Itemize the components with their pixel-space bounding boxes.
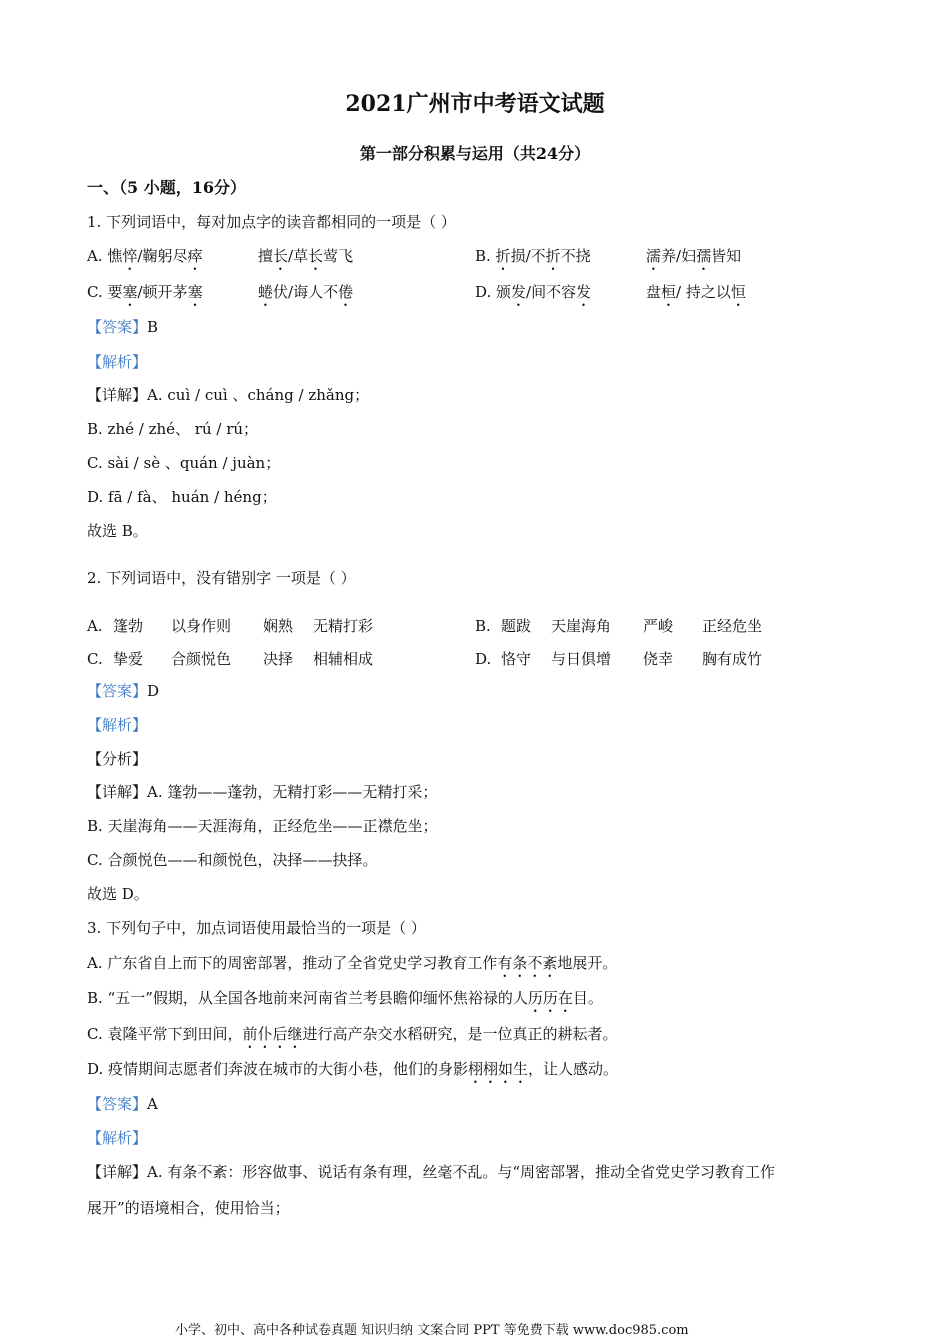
q1-answer: 【答案】B xyxy=(87,318,159,336)
section-heading: 一、（5 小题，16分） xyxy=(87,178,246,197)
q2-detail-a: 【详解】A. 篷勃——蓬勃，无精打彩——无精打采； xyxy=(87,783,438,801)
q2-option-c-w3: 决择 xyxy=(263,650,294,668)
page-title: 2021广州市中考语文试题 xyxy=(345,91,605,117)
q2-option-d-letter: D. xyxy=(475,650,492,668)
q2-option-b-w1: 题跋 xyxy=(501,617,532,635)
question-3-stem: 3. 下列句子中，加点词语使用最恰当的一项是（ ） xyxy=(87,919,426,937)
q2-detail-c: C. 合颜悦色——和颜悦色，决择——抉择。 xyxy=(87,851,378,869)
q2-option-c-w2: 合颜悦色 xyxy=(171,650,232,668)
q2-option-a-w1: 篷勃 xyxy=(113,617,144,635)
q3-detail-line2: 展开”的语境相合，使用恰当； xyxy=(87,1199,290,1217)
q2-option-d-w4: 胸有成竹 xyxy=(702,650,763,668)
q3-option-c: C. 袁隆平常下到田间，前仆后继进行高产杂交水稻研究，是一位真正的耕耘者。 xyxy=(87,1025,618,1043)
q2-option-c-letter: C. xyxy=(87,650,103,668)
question-2-stem: 2. 下列词语中，没有错别字 一项是（ ） xyxy=(87,569,356,587)
q2-option-c-w4: 相辅相成 xyxy=(313,650,374,668)
q2-option-d-w2: 与日俱增 xyxy=(551,650,612,668)
q2-option-a-w3: 娴熟 xyxy=(263,617,294,635)
q1-option-a: A. 憔悴/鞠躬尽瘁 xyxy=(87,247,203,265)
page-footer: 小学、初中、高中各种试卷真题 知识归纳 文案合同 PPT 等免费下载 www.doc985.com xyxy=(175,1323,689,1338)
q2-option-b-letter: B. xyxy=(475,617,491,635)
q3-answer: 【答案】A xyxy=(87,1095,158,1113)
q1-conclusion: 故选 B。 xyxy=(87,522,148,540)
q2-analysis-tag: 【解析】 xyxy=(87,716,148,734)
q2-option-b-w3: 严峻 xyxy=(643,617,674,635)
q2-fenxi-tag: 【分析】 xyxy=(87,750,148,768)
q2-option-c-w1: 挚爱 xyxy=(113,650,144,668)
q1-detail-a: 【详解】A. cuì / cuì 、cháng / zhǎng； xyxy=(87,386,370,404)
q2-option-d-w3: 侥幸 xyxy=(643,650,674,668)
q2-option-a-w4: 无精打彩 xyxy=(313,617,374,635)
q1-option-c: C. 要塞/顿开茅塞 xyxy=(87,283,203,301)
q2-answer: 【答案】D xyxy=(87,682,160,700)
q3-detail-line1: 【详解】A. 有条不紊：形容做事、说话有条有理，丝毫不乱。与“周密部署，推动全省党史学习教育工作 xyxy=(87,1163,776,1181)
q1-option-c2: 蜷伏/诲人不倦 xyxy=(258,283,354,301)
q1-detail-d: D. fā / fà、 huán / héng； xyxy=(87,488,277,506)
q3-option-d: D. 疫情期间志愿者们奔波在城市的大街小巷，他们的身影栩栩如生，让人感动。 xyxy=(87,1060,619,1078)
q1-detail-c: C. sài / sè 、quán / juàn； xyxy=(87,454,281,472)
question-1-stem: 1. 下列词语中，每对加点字的读音都相同的一项是（ ） xyxy=(87,213,456,231)
q2-detail-b: B. 天崖海角——天涯海角，正经危坐——正襟危坐； xyxy=(87,817,438,835)
q2-option-b-w4: 正经危坐 xyxy=(702,617,763,635)
q2-option-a-w2: 以身作则 xyxy=(171,617,232,635)
q2-option-b-w2: 天崖海角 xyxy=(551,617,612,635)
q3-analysis-tag: 【解析】 xyxy=(87,1129,148,1147)
q1-option-b: B. 折损/不折不挠 xyxy=(475,247,591,265)
q2-option-d-w1: 恪守 xyxy=(501,650,532,668)
part-title: 第一部分积累与运用（共24分） xyxy=(359,144,591,163)
q2-option-a-letter: A. xyxy=(87,617,103,635)
q1-option-b2: 濡养/妇孺皆知 xyxy=(646,247,742,265)
q1-option-d: D. 颁发/间不容发 xyxy=(475,283,592,301)
q2-conclusion: 故选 D。 xyxy=(87,885,149,903)
q1-detail-b: B. zhé / zhé、 rú / rú； xyxy=(87,420,259,438)
q1-option-d2: 盘桓/ 持之以恒 xyxy=(646,283,746,301)
q1-analysis-tag: 【解析】 xyxy=(87,353,148,371)
q1-option-a2: 擅长/草长莺飞 xyxy=(258,247,354,265)
q3-option-b: B. “五一”假期，从全国各地前来河南省兰考县瞻仰缅怀焦裕禄的人历历在目。 xyxy=(87,989,603,1007)
q3-option-a: A. 广东省自上而下的周密部署，推动了全省党史学习教育工作有条不紊地展开。 xyxy=(87,954,618,972)
